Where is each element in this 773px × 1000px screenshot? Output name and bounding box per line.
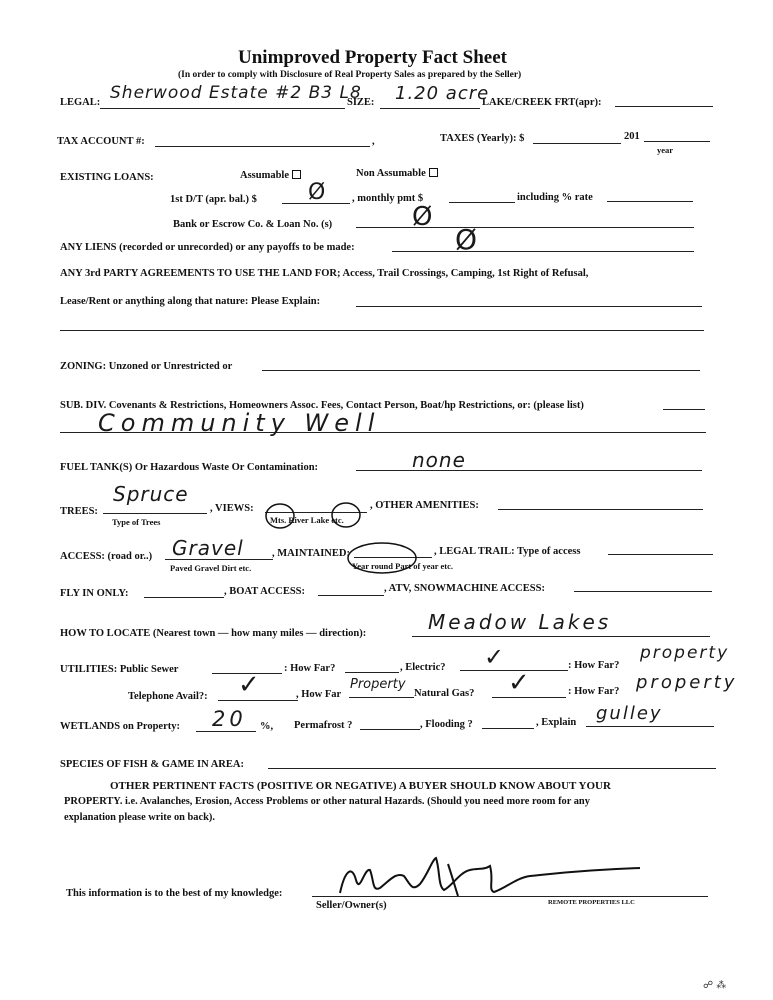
natural-gas-handwritten: ✓ <box>508 668 531 698</box>
how-far-3-label: , How Far <box>296 689 342 700</box>
fuel-tanks-handwritten: none <box>412 448 466 472</box>
circle-mts <box>266 504 294 528</box>
type-of-trees-caption: Type of Trees <box>112 517 161 527</box>
existing-loans-label: EXISTING LOANS: <box>60 172 154 183</box>
size-label: SIZE: <box>347 97 375 108</box>
other-amenities-label: , OTHER AMENITIES: <box>370 500 479 511</box>
fly-in-label: FLY IN ONLY: <box>60 588 129 599</box>
non-assumable-option[interactable]: Non Assumable <box>356 168 438 179</box>
monthly-pmt-label: , monthly pmt $ <box>352 193 424 204</box>
pertinent-line-1: OTHER PERTINENT FACTS (POSITIVE OR NEGATIVE) A BUYER SHOULD KNOW ABOUT YOUR <box>110 780 611 792</box>
views-options-caption: Mts. River Lake etc. <box>270 515 344 525</box>
how-to-locate-label: HOW TO LOCATE (Nearest town — how many miles — direction): <box>60 628 367 639</box>
how-far-1-label: : How Far? <box>284 663 336 674</box>
fish-game-label: SPECIES OF FISH & GAME IN AREA: <box>60 759 244 770</box>
covenants-handwritten: Community Well <box>98 409 381 437</box>
third-party-label: ANY 3rd PARTY AGREEMENTS TO USE THE LAND FOR; Access, Trail Crossings, Camping, 1st Right of Refusal, <box>60 268 589 279</box>
svg-text:☍ ⁂: ☍ ⁂ <box>703 980 727 991</box>
fuel-tanks-label: FUEL TANK(S) Or Hazardous Waste Or Contamination: <box>60 462 319 473</box>
circle-year-round <box>348 543 416 573</box>
electric-handwritten: ✓ <box>484 643 506 671</box>
boat-access-label: , BOAT ACCESS: <box>224 586 306 597</box>
tax-account-label: TAX ACCOUNT #: <box>57 136 145 147</box>
liens-label: ANY LIENS (recorded or unrecorded) or any payoffs to be made: <box>60 242 355 253</box>
utilities-label: UTILITIES: Public Sewer <box>60 664 179 675</box>
wetlands-explain-handwritten: gulley <box>596 703 663 724</box>
how-far-4-label: : How Far? <box>568 686 620 697</box>
first-dt-label: 1st D/T (apr. bal.) $ <box>170 194 257 205</box>
trees-label: TREES: <box>60 506 98 517</box>
legal-handwritten: Sherwood Estate #2 B3 L8 <box>110 83 362 103</box>
views-label: , VIEWS: <box>210 503 254 514</box>
telephone-handwritten: ✓ <box>238 670 261 700</box>
tax-comma: , <box>372 136 375 147</box>
lake-creek-label: LAKE/CREEK FRT(apr): <box>482 97 602 108</box>
assumable-option[interactable]: Assumable <box>240 170 301 181</box>
legal-trail-label: , LEGAL TRAIL: Type of access <box>434 546 581 557</box>
company-caption: REMOTE PROPERTIES LLC <box>548 899 635 906</box>
maintained-options-caption: Year round Part of year etc. <box>352 561 454 571</box>
first-dt-handwritten: Ø <box>308 180 327 205</box>
subdiv-label: SUB. DIV. Covenants & Restrictions, Homeowners Assoc. Fees, Contact Person, Boat/hp Restrictions, or: (please list) <box>60 400 584 411</box>
bank-escrow-label: Bank or Escrow Co. & Loan No. (s) <box>173 219 333 230</box>
access-handwritten: Gravel <box>172 536 244 560</box>
trees-handwritten: Spruce <box>113 482 189 506</box>
how-far-2-label: : How Far? <box>568 660 620 671</box>
tax-year-caption: year <box>657 145 674 155</box>
telephone-how-far-handwritten: Property <box>350 677 406 692</box>
maintained-label: , MAINTAINED: <box>272 548 350 559</box>
circle-lake <box>332 503 360 527</box>
flooding-label: , Flooding ? <box>420 719 473 730</box>
explain-label: , Explain <box>536 717 577 728</box>
lease-rent-label: Lease/Rent or anything along that nature: Please Explain: <box>60 296 321 307</box>
telephone-label: Telephone Avail?: <box>128 691 208 702</box>
permafrost-label: Permafrost ? <box>294 720 353 731</box>
tax-year-prefix: 201 <box>624 131 640 142</box>
percent-label: %, <box>260 721 274 732</box>
page-title: Unimproved Property Fact Sheet <box>238 47 507 68</box>
electric-how-far-handwritten: property <box>640 643 730 663</box>
access-label: ACCESS: (road or..) <box>60 551 153 562</box>
how-to-locate-handwritten: Meadow Lakes <box>428 610 612 634</box>
zoning-label: ZONING: Unzoned or Unrestricted or <box>60 361 233 372</box>
wetlands-label: WETLANDS on Property: <box>60 721 180 732</box>
page-subtitle: (In order to comply with Disclosure of Real Property Sales as prepared by the Seller) <box>178 70 522 80</box>
access-options-caption: Paved Gravel Dirt etc. <box>170 563 252 573</box>
pertinent-line-3: explanation please write on back). <box>64 812 215 823</box>
gas-how-far-handwritten: property <box>636 672 738 693</box>
electric-label: , Electric? <box>400 662 446 673</box>
legal-label: LEGAL: <box>60 97 101 108</box>
wetlands-pct-handwritten: 20 <box>212 707 247 731</box>
atv-access-label: , ATV, SNOWMACHINE ACCESS: <box>384 583 545 594</box>
signature-icon <box>340 858 640 893</box>
natural-gas-label: Natural Gas? <box>414 688 475 699</box>
size-handwritten: 1.20 acre <box>395 83 490 104</box>
knowledge-label: This information is to the best of my knowledge: <box>66 888 283 899</box>
pertinent-line-2: PROPERTY. i.e. Avalanches, Erosion, Access Problems or other natural Hazards. (Should you need more room for any <box>64 796 590 807</box>
seller-owner-caption: Seller/Owner(s) <box>316 900 387 911</box>
bank-handwritten: Ø <box>412 202 434 232</box>
taxes-label: TAXES (Yearly): $ <box>440 133 525 144</box>
liens-handwritten: Ø <box>455 223 479 256</box>
including-rate-label: including % rate <box>517 192 593 203</box>
